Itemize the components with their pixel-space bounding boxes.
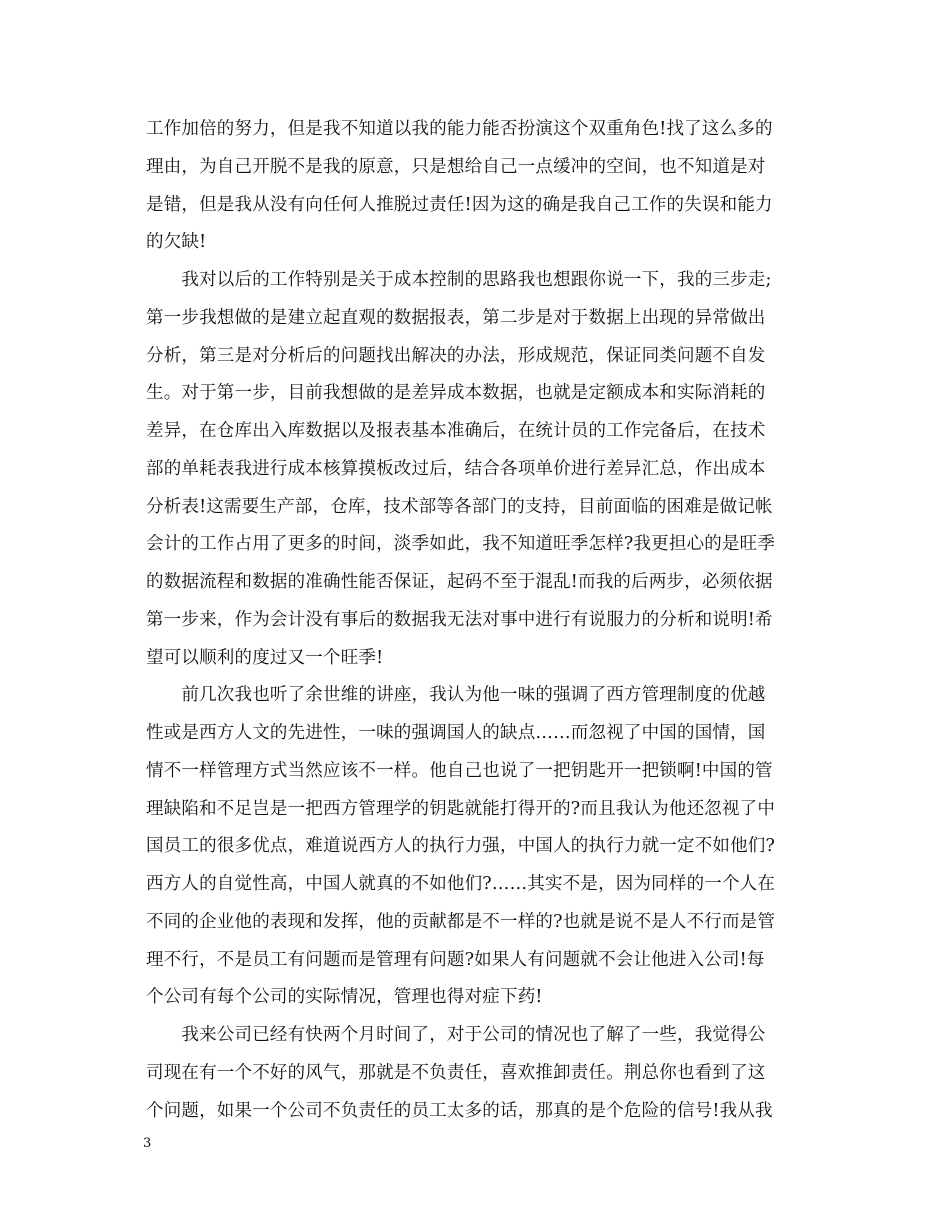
text-line: 前几次我也听了余世维的讲座，我认为他一味的强调了西方管理制度的优越 [146,685,766,706]
text-line: 的欠缺! [146,232,207,253]
text-line: 性或是西方人文的先进性，一味的强调国人的缺点……而忽视了中国的国情，国 [146,723,766,743]
text-line: 分析表!这需要生产部，仓库，技术部等各部门的支持，目前面临的困难是做记帐 [146,496,773,517]
text-line: 情不一样管理方式当然应该不一样。他自己也说了一把钥匙开一把锁啊!中国的管 [146,760,773,781]
text-line: 工作加倍的努力，但是我不知道以我的能力能否扮演这个双重角色!找了这么多的 [146,119,773,139]
text-line: 的数据流程和数据的准确性能否保证，起码不至于混乱!而我的后两步，必须依据 [146,572,773,592]
text-line: 生。对于第一步，目前我想做的是差异成本数据，也就是定额成本和实际消耗的 [146,383,766,404]
text-line: 理不行，不是员工有问题而是管理有问题?如果人有问题就不会让他进入公司!每 [146,949,765,970]
text-line: 会计的工作占用了更多的时间，淡季如此，我不知道旺季怎样?我更担心的是旺季 [146,534,776,555]
text-line: 司现在有一个不好的风气，那就是不负责任，喜欢推卸责任。荆总你也看到了这 [146,1062,766,1083]
text-line: 第一步我想做的是建立起直观的数据报表，第二步是对于数据上出现的异常做出 [146,307,766,328]
page-number: 3 [143,1136,152,1151]
text-line: 是错，但是我从没有向任何人推脱过责任!因为这的确是我自己工作的失误和能力 [146,194,773,215]
text-line: 西方人的自觉性高，中国人就真的不如他们?……其实不是，因为同样的一个人在 [146,874,776,894]
text-line: 第一步来，作为会计没有事后的数据我无法对事中进行有说服力的分析和说明!希 [146,609,773,630]
text-line: 个问题，如果一个公司不负责任的员工太多的话，那真的是个危险的信号!我从我 [146,1100,773,1121]
text-line: 理缺陷和不足岂是一把西方管理学的钥匙就能打得开的?而且我认为他还忽视了中 [146,798,776,819]
text-line: 我对以后的工作特别是关于成本控制的思路我也想跟你说一下，我的三步走; [146,270,772,290]
text-line: 差异，在仓库出入库数据以及报表基本准确后，在统计员的工作完备后，在技术 [146,421,766,441]
text-line: 我来公司已经有快两个月时间了，对于公司的情况也了解了一些，我觉得公 [146,1025,766,1045]
text-line: 个公司有每个公司的实际情况，管理也得对症下药! [146,987,543,1008]
text-line: 不同的企业他的表现和发挥，他的贡献都是不一样的?也就是说不是人不行而是管 [146,911,776,932]
text-line: 分析，第三是对分析后的问题找出解决的办法，形成规范，保证同类问题不自发 [146,345,766,366]
text-line: 部的单耗表我进行成本核算摸板改过后，结合各项单价进行差异汇总，作出成本 [146,458,766,479]
text-line: 国员工的很多优点，难道说西方人的执行力强，中国人的执行力就一定不如他们? [146,836,776,857]
text-line: 理由，为自己开脱不是我的原意，只是想给自己一点缓冲的空间，也不知道是对 [146,156,766,177]
body-text [146,111,806,1130]
text-line: 望可以顺利的度过又一个旺季! [146,647,384,668]
